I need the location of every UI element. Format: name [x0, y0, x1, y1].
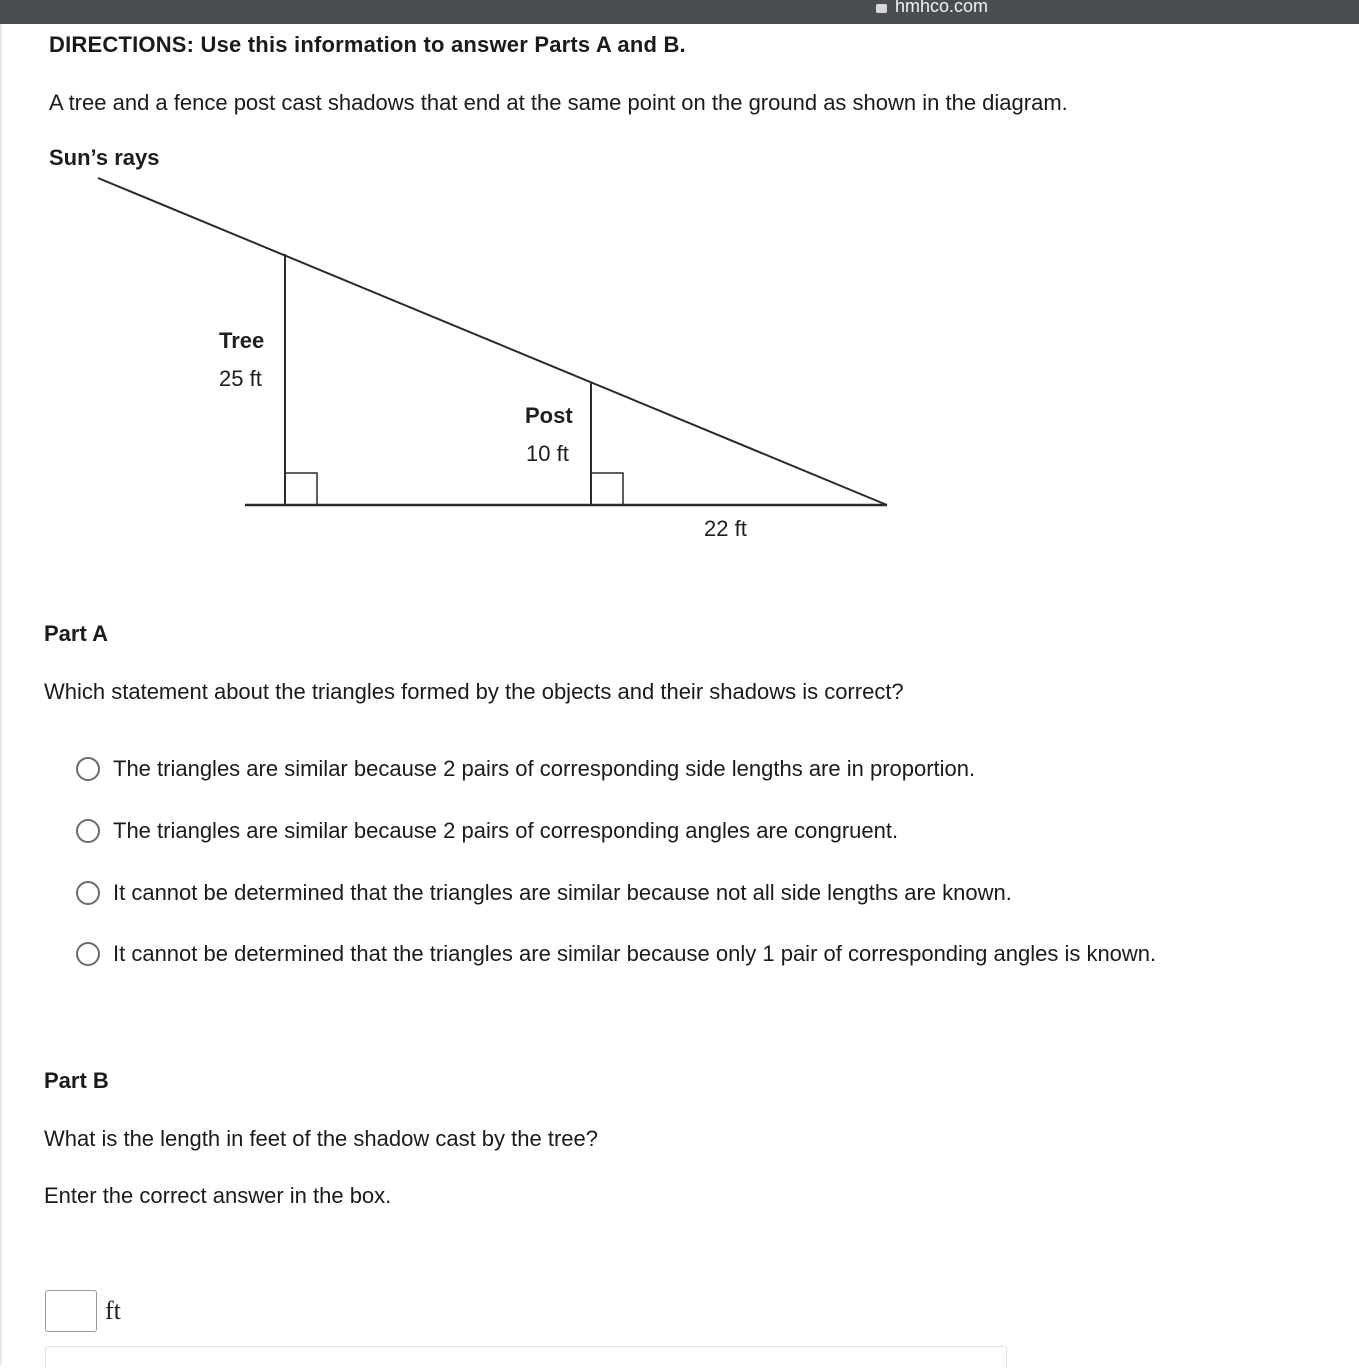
choice-d[interactable]	[76, 937, 1256, 970]
post-label: Post	[525, 403, 573, 428]
choice-c[interactable]	[76, 876, 1256, 909]
browser-bar	[0, 0, 1359, 24]
tree-label: Tree	[219, 328, 265, 353]
shadow-diagram	[40, 140, 920, 560]
part-b-question: What is the length in feet of the shadow cast by the tree?	[44, 1126, 598, 1151]
choice-b-text: The triangles are similar because 2 pairs of corresponding angles are congruent.	[113, 818, 899, 843]
choice-c-text: It cannot be determined that the triangles are similar because not all side lengths are known.	[113, 880, 1012, 905]
choice-a-text: The triangles are similar because 2 pairs of corresponding side lengths are in proportion.	[113, 756, 976, 781]
radio-icon[interactable]	[76, 942, 100, 966]
post-right-angle-mark	[591, 473, 623, 505]
post-height-label: 10 ft	[526, 441, 569, 466]
answer-unit: ft	[105, 1296, 121, 1325]
part-a-heading: Part A	[44, 621, 108, 646]
post-shadow-label: 22 ft	[704, 516, 747, 541]
url-text: hmhco.com	[895, 0, 989, 16]
lock-icon	[876, 4, 887, 13]
answer-input[interactable]	[45, 1290, 97, 1332]
left-divider	[0, 24, 2, 1365]
part-b-instruction: Enter the correct answer in the box.	[44, 1183, 392, 1208]
choice-d-text: It cannot be determined that the triangles are similar because only 1 pair of corresponding angles is known.	[113, 941, 1157, 966]
radio-icon[interactable]	[76, 881, 100, 905]
answer-row	[45, 1290, 121, 1332]
part-b-heading: Part B	[44, 1068, 109, 1093]
directions-text: DIRECTIONS: Use this information to answer Parts A and B.	[49, 32, 686, 57]
tree-right-angle-mark	[285, 473, 317, 505]
part-a-question: Which statement about the triangles formed by the objects and their shadows is correct?	[44, 679, 904, 704]
intro-text: A tree and a fence post cast shadows that end at the same point on the ground as shown in the diagram.	[49, 90, 1068, 115]
radio-icon[interactable]	[76, 757, 100, 781]
radio-icon[interactable]	[76, 819, 100, 843]
suns-rays-label: Sun’s rays	[49, 145, 160, 170]
url-display[interactable]	[876, 0, 988, 17]
choice-b[interactable]	[76, 814, 1256, 847]
choice-a[interactable]	[76, 752, 1256, 785]
sun-ray-line	[98, 178, 887, 505]
tree-height-label: 25 ft	[219, 366, 262, 391]
